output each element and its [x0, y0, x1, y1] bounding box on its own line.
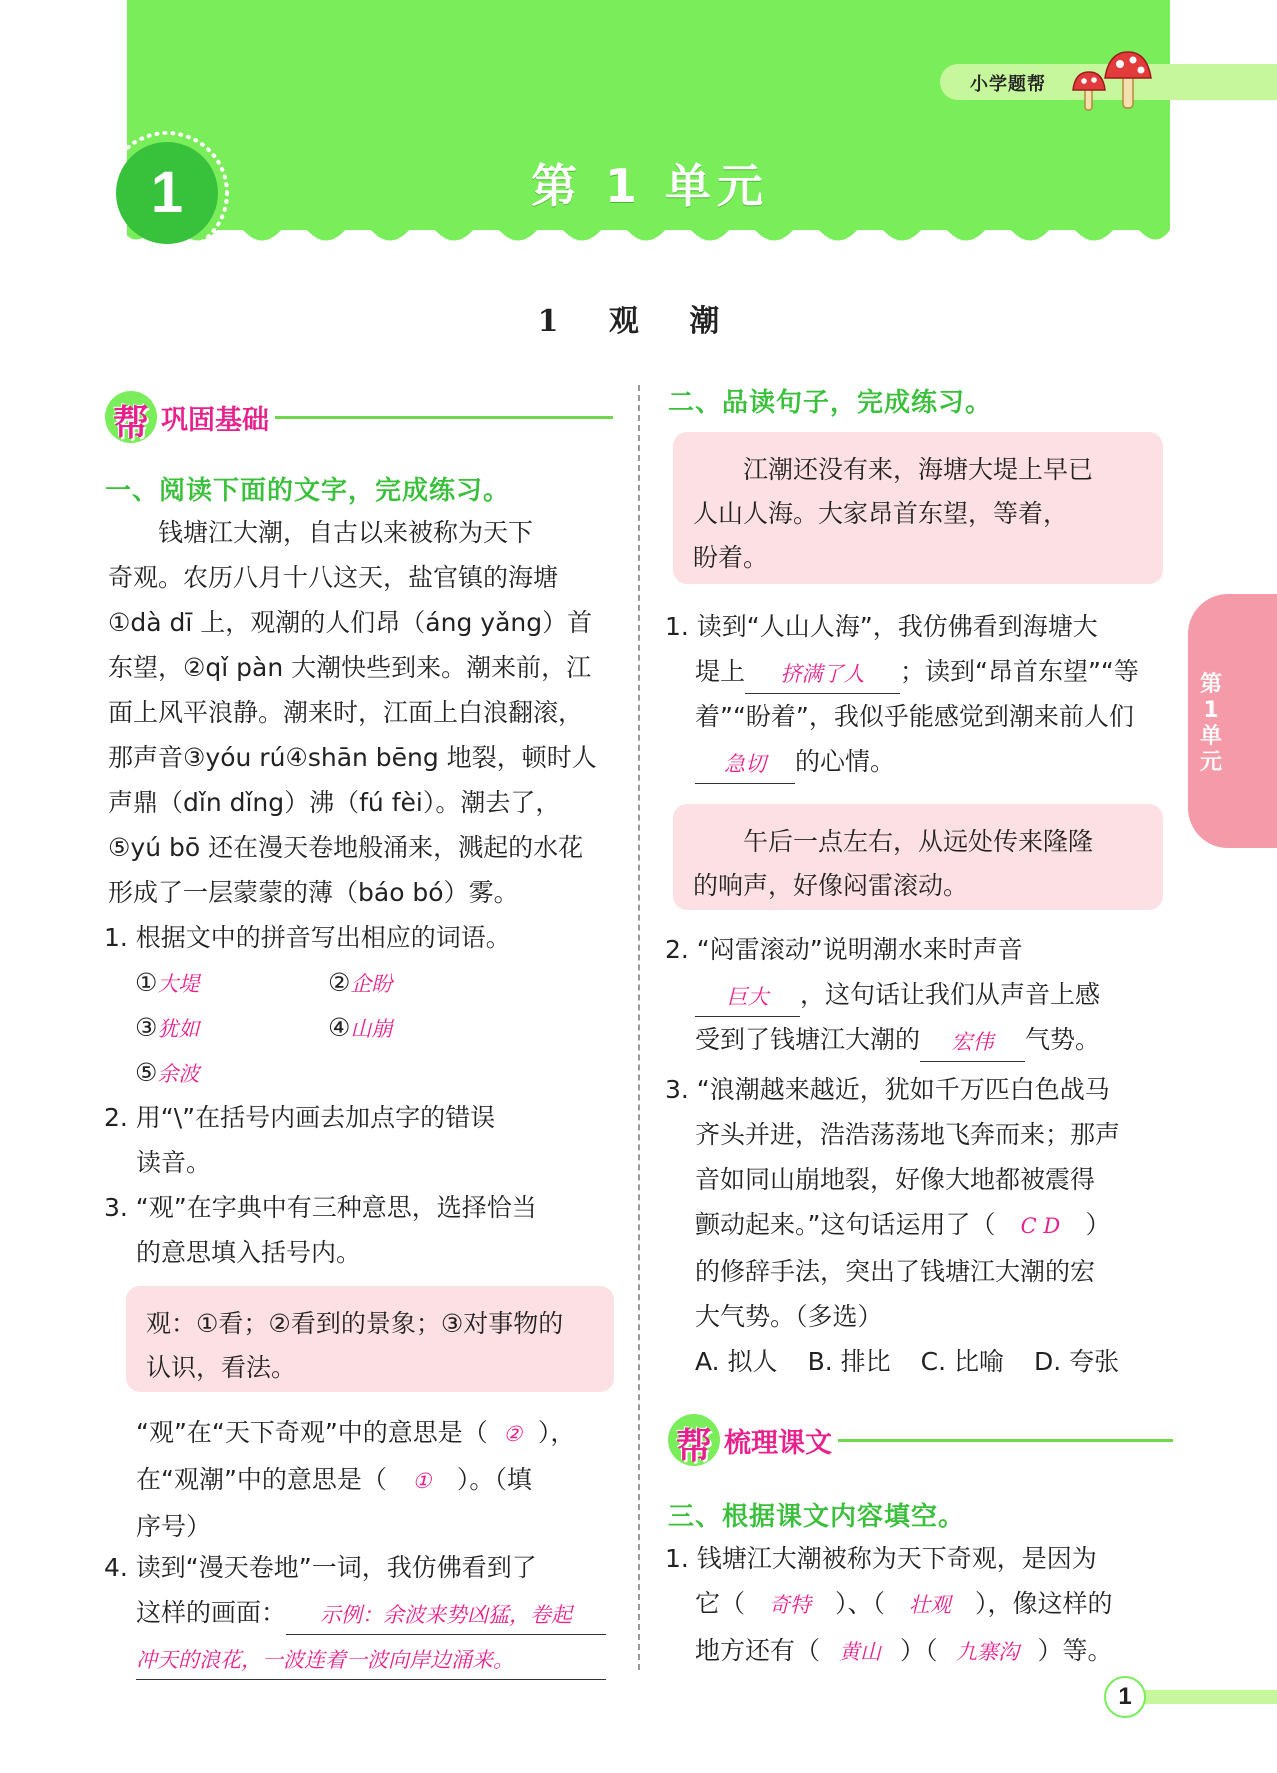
badge-icon: 帮 [105, 391, 157, 443]
passage-line: 声鼎（dǐn dǐng）沸（fú fèi）。潮去了， [108, 788, 561, 817]
question-1-2-cont: 读音。 [136, 1148, 212, 1177]
question-1-3-cont: 的意思填入括号内。 [136, 1238, 362, 1267]
badge-line [838, 1439, 1173, 1442]
answer: 宏伟 [920, 1023, 1025, 1062]
answer-item: ①大堤 [135, 968, 200, 997]
answer: 巨大 [695, 978, 800, 1017]
option-d: D. 夸张 [1033, 1347, 1120, 1376]
passage-line: 那声音③yóu rú④shān bēng 地裂，顿时人 [108, 743, 597, 772]
answer: 黄山 [839, 1640, 882, 1664]
option-b: B. 排比 [807, 1347, 891, 1376]
section-badge-review [668, 1410, 1173, 1470]
quote-box-2 [673, 804, 1163, 910]
quote-line: 江潮还没有来，海塘大堤上早已 [743, 455, 1094, 484]
quote-line: 人山人海。大家昂首东望，等着， [693, 499, 1069, 528]
fill-tail: 序号） [136, 1512, 212, 1541]
badge-label: 梳理课文 [724, 1427, 832, 1459]
question-heading-1: 一、阅读下面的文字，完成练习。 [105, 476, 511, 506]
question-1-3: 3. “观”在字典中有三种意思，选择恰当 [104, 1193, 537, 1222]
quote-line: 午后一点左右，从远处传来隆隆 [743, 827, 1094, 856]
badge-line [275, 416, 613, 419]
passage-line: 钱塘江大潮，自古以来被称为天下 [158, 518, 534, 547]
passage-line: 形成了一层蒙蒙的薄（báo bó）雾。 [108, 878, 519, 907]
brand-name: 小学题帮 [970, 74, 1046, 95]
badge-icon: 帮 [668, 1414, 720, 1466]
answer-item: ④山崩 [328, 1013, 393, 1042]
answer: 奇特 [769, 1593, 812, 1617]
question-2-3: 3. “浪潮越来越近，犹如千万匹白色战马 齐头并进，浩浩荡荡地飞奔而来；那声 音如同山崩地裂，好像大地都被震得 颤动起来。”这句话运用了（ C D ） 的修辞手法，突出了钱塘江大潮的宏 大气势。（多选） A. 拟人 B. 排比 C. 比喻 D. 夸张 [665, 1067, 1175, 1384]
question-1-2: 2. 用“\”在括号内画去加点字的错误 [104, 1103, 496, 1132]
question-3-1: 1. 钱塘江大潮被称为天下奇观，是因为 它（ 奇特 ）、（ 壮观 ），像这样的 地方还有（ 黄山 ）（ 九寨沟 ）等。 [665, 1536, 1175, 1675]
answer: ② [503, 1422, 523, 1446]
passage-line: 东望，②qǐ pàn 大潮快些到来。潮来前，江 [108, 653, 592, 682]
unit-number: 1 [116, 142, 218, 244]
answer: ① [412, 1469, 432, 1493]
unit-side-tab-label: 第1单元 [1199, 672, 1222, 775]
passage-line: ①dà dī 上，观潮的人们昂（áng yǎng）首 [108, 608, 593, 637]
mushroom-icon [1065, 46, 1155, 116]
question-1-1: 1. 根据文中的拼音写出相应的词语。 [104, 923, 511, 952]
option-a: A. 拟人 [695, 1347, 778, 1376]
definition-line: 认识，看法。 [146, 1353, 297, 1382]
definition-line: 观：①看；②看到的景象；③对事物的 [146, 1309, 564, 1338]
question-2-2: 2. “闷雷滚动”说明潮水来时声音 巨大 ，这句话让我们从声音上感 受到了钱塘江大潮的 宏伟 气势。 [665, 927, 1175, 1062]
answer: 急切 [695, 745, 795, 784]
question-1-4-answer: 这样的画面： 示例：余波来势凶猛，卷起 冲天的浪花，一波连着一波向岸边涌来。 [136, 1590, 616, 1680]
answer: 壮观 [909, 1593, 952, 1617]
section-badge-basics [105, 387, 613, 447]
question-1-3-fill: “观”在“天下奇观”中的意思是（ ② ）， 在“观潮”中的意思是（ ① ）。（填 序号） [136, 1410, 616, 1549]
answer-item: ⑤余波 [135, 1058, 200, 1087]
passage-line: ⑤yú bō 还在漫天卷地般涌来，溅起的水花 [108, 833, 584, 862]
question-1-4: 4. 读到“漫天卷地”一词，我仿佛看到了 [104, 1553, 537, 1582]
page-number: 1 [1104, 1676, 1146, 1718]
answer: 冲天的浪花，一波连着一波向岸边涌来。 [136, 1641, 606, 1680]
options-row [665, 1339, 1175, 1384]
quote-line: 的响声，好像闷雷滚动。 [693, 871, 969, 900]
lesson-title: 1 观 潮 [537, 304, 740, 339]
question-2-1: 1. 读到“人山人海”，我仿佛看到海塘大 堤上 挤满了人 ；读到“昂首东望”“等 着”“盼着”，我似乎能感觉到潮来前人们 急切 的心情。 [665, 604, 1175, 784]
question-heading-2: 二、品读句子，完成练习。 [668, 388, 993, 418]
unit-title: 第 1 单元 [530, 159, 770, 213]
banner-wave-edge [127, 222, 1170, 252]
definition-box [126, 1286, 614, 1392]
passage-line: 面上风平浪静。潮来时，江面上白浪翻滚， [108, 698, 584, 727]
answer: C D [1020, 1214, 1061, 1238]
answer-item: ②企盼 [328, 968, 393, 997]
reading-passage [108, 510, 613, 915]
answer: 九寨沟 [956, 1640, 1020, 1664]
passage-line: 奇观。农历八月十八这天，盐官镇的海塘 [108, 563, 559, 592]
unit-number-wrap [102, 128, 232, 258]
question-heading-3: 三、根据课文内容填空。 [668, 1502, 966, 1532]
option-c: C. 比喻 [920, 1347, 1004, 1376]
answer: 示例：余波来势凶猛，卷起 [286, 1596, 606, 1635]
badge-label: 巩固基础 [161, 404, 269, 436]
quote-box-1 [673, 432, 1163, 584]
column-divider [638, 385, 640, 1670]
answer: 挤满了人 [745, 655, 900, 694]
answer-item: ③犹如 [135, 1013, 200, 1042]
quote-line: 盼着。 [693, 543, 769, 572]
